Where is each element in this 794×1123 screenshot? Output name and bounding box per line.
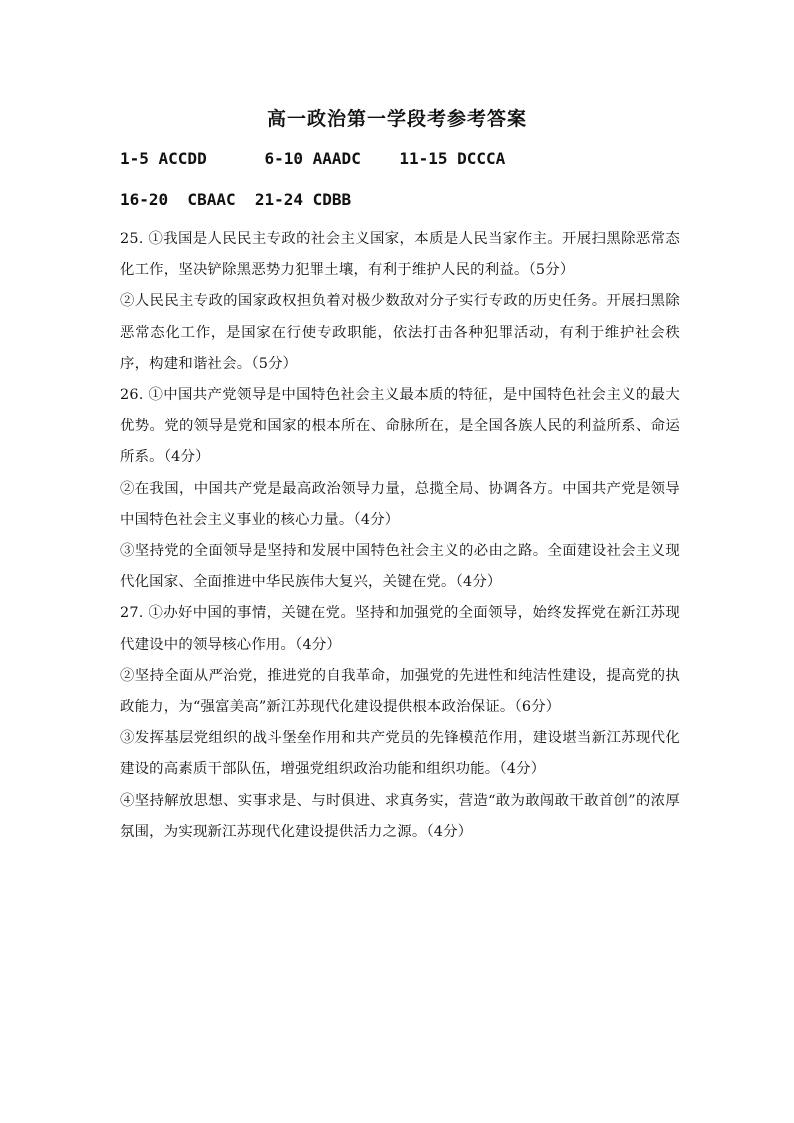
answer-27-point-3: ③发挥基层党组织的战斗堡垒作用和共产党员的先锋模范作用，建设堪当新江苏现代化建设的高素质干部队伍，增强党组织政治功能和组织功能。（4分） xyxy=(120,730,680,778)
answer-body xyxy=(120,224,680,848)
answer-25-point-2: ②人民民主专政的国家政权担负着对极少数敌对分子实行专政的历史任务。开展扫黑除恶常态化工作，是国家在行使专政职能，依法打击各种犯罪活动，有利于维护社会秩序，构建和谐社会。（5分） xyxy=(120,293,680,372)
answer-25-point-1: 25. ①我国是人民民主专政的社会主义国家，本质是人民当家作主。开展扫黑除恶常态化工作，坚决铲除黑恶势力犯罪土壤，有利于维护人民的利益。（5分） xyxy=(120,231,680,279)
answer-27-point-4: ④坚持解放思想、实事求是、与时俱进、求真务实，营造“敢为敢闯敢干敢首创”的浓厚氛围，为实现新江苏现代化建设提供活力之源。（4分） xyxy=(120,792,680,840)
page-title: 高一政治第一学段考参考答案 xyxy=(266,108,527,130)
answer-26-point-3: ③坚持党的全面领导是坚持和发展中国特色社会主义的必由之路。全面建设社会主义现代化国家、全面推进中华民族伟大复兴，关键在党。（4分） xyxy=(120,543,680,591)
answer-27-point-2: ②坚持全面从严治党，推进党的自我革命，加强党的先进性和纯洁性建设，提高党的执政能力，为“强富美高”新江苏现代化建设提供根本政治保证。（6分） xyxy=(120,667,680,716)
choice-answers-row-1: 1-5 ACCDD 6-10 AAADC 11-15 DCCCA xyxy=(120,149,506,168)
answer-27-point-1: 27. ①办好中国的事情，关键在党。坚持和加强党的全面领导，始终发挥党在新江苏现代建设中的领导核心作用。（4分） xyxy=(120,605,680,653)
answer-26-point-1: 26. ①中国共产党领导是中国特色社会主义最本质的特征，是中国特色社会主义的最大优势。党的领导是党和国家的根本所在、命脉所在，是全国各族人民的利益所系、命运所系。（4分） xyxy=(120,387,680,466)
choice-answers-row-2: 16-20 CBAAC 21-24 CDBB xyxy=(120,190,352,209)
answer-26-point-2: ②在我国，中国共产党是最高政治领导力量，总揽全局、协调各方。中国共产党是领导中国特色社会主义事业的核心力量。（4分） xyxy=(120,480,680,528)
